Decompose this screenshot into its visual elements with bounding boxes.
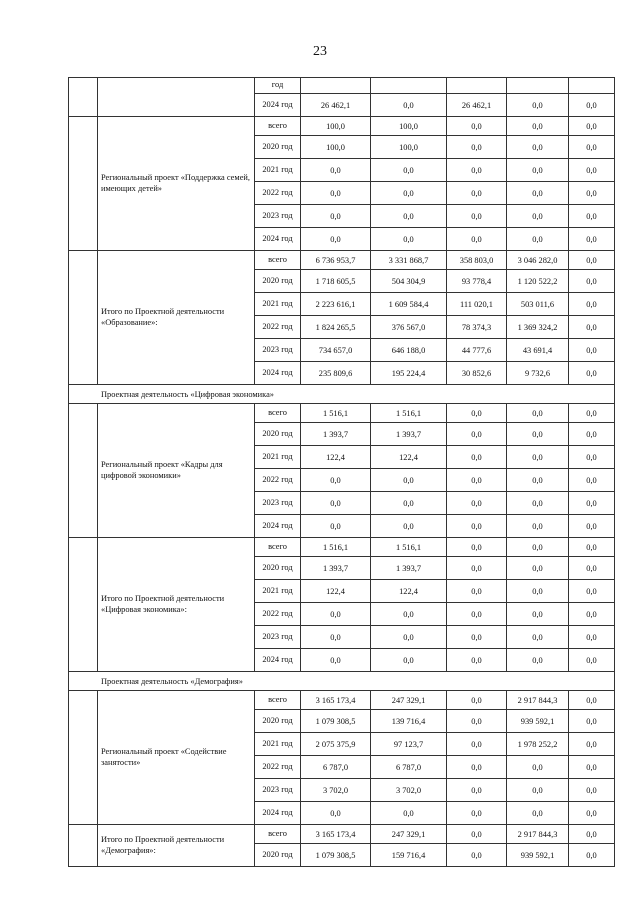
value-cell: 0,0 — [371, 159, 447, 182]
value-cell: 6 736 953,7 — [301, 251, 371, 270]
value-cell: 0,0 — [301, 228, 371, 251]
value-cell: 3 165 173,4 — [301, 825, 371, 844]
value-cell: 734 657,0 — [301, 339, 371, 362]
value-cell: 0,0 — [447, 423, 507, 446]
value-cell: 3 702,0 — [371, 779, 447, 802]
period-cell: 2024 год — [255, 94, 301, 117]
value-cell: 0,0 — [371, 182, 447, 205]
value-cell: 0,0 — [371, 205, 447, 228]
section-title: Проектная деятельность «Демография» — [69, 672, 615, 691]
value-cell: 503 011,6 — [507, 293, 569, 316]
value-cell: 0,0 — [447, 710, 507, 733]
value-cell: 0,0 — [569, 844, 615, 867]
period-cell: 2024 год — [255, 228, 301, 251]
period-cell: 2024 год — [255, 802, 301, 825]
number-cell — [69, 825, 98, 867]
section-row — [69, 385, 615, 404]
value-cell: 0,0 — [569, 492, 615, 515]
value-cell: 0,0 — [447, 228, 507, 251]
period-cell: 2022 год — [255, 756, 301, 779]
table-row — [69, 825, 615, 844]
value-cell: 0,0 — [447, 404, 507, 423]
value-cell: 0,0 — [447, 182, 507, 205]
period-cell: 2023 год — [255, 779, 301, 802]
period-cell: 2021 год — [255, 446, 301, 469]
value-cell: 30 852,6 — [447, 362, 507, 385]
value-cell: 1 516,1 — [371, 404, 447, 423]
value-cell: 0,0 — [301, 492, 371, 515]
value-cell: 0,0 — [301, 603, 371, 626]
value-cell: 0,0 — [447, 844, 507, 867]
value-cell: 0,0 — [507, 515, 569, 538]
value-cell: 0,0 — [507, 228, 569, 251]
project-name: Итого по Проектной деятельности «Демография»: — [98, 825, 255, 867]
value-cell: 122,4 — [301, 446, 371, 469]
value-cell: 1 718 605,5 — [301, 270, 371, 293]
period-cell: 2024 год — [255, 515, 301, 538]
value-cell: 1 609 584,4 — [371, 293, 447, 316]
value-cell: 0,0 — [569, 557, 615, 580]
value-cell: 0,0 — [507, 649, 569, 672]
value-cell: 0,0 — [569, 362, 615, 385]
period-cell: 2022 год — [255, 316, 301, 339]
value-cell: 235 809,6 — [301, 362, 371, 385]
value-cell: 0,0 — [371, 228, 447, 251]
period-cell: 2024 год — [255, 362, 301, 385]
value-cell: 0,0 — [569, 733, 615, 756]
value-cell: 0,0 — [507, 469, 569, 492]
value-cell: 0,0 — [569, 270, 615, 293]
value-cell: 0,0 — [569, 251, 615, 270]
name-cell — [98, 78, 255, 117]
period-cell: 2021 год — [255, 293, 301, 316]
number-cell — [69, 404, 98, 538]
value-cell: 247 329,1 — [371, 825, 447, 844]
value-cell: 1 516,1 — [371, 538, 447, 557]
value-cell: 100,0 — [301, 136, 371, 159]
value-cell: 0,0 — [507, 117, 569, 136]
value-cell: 0,0 — [447, 159, 507, 182]
value-cell: 0,0 — [447, 492, 507, 515]
value-cell: 0,0 — [569, 825, 615, 844]
period-cell: 2020 год — [255, 423, 301, 446]
section-row — [69, 672, 615, 691]
value-cell: 3 046 282,0 — [507, 251, 569, 270]
value-cell: 1 393,7 — [301, 423, 371, 446]
value-cell: 1 516,1 — [301, 538, 371, 557]
value-cell: 78 374,3 — [447, 316, 507, 339]
period-cell: 2020 год — [255, 557, 301, 580]
value-cell: 0,0 — [301, 649, 371, 672]
value-cell: 0,0 — [569, 538, 615, 557]
value-cell: 100,0 — [371, 117, 447, 136]
value-cell: 0,0 — [569, 626, 615, 649]
value-cell: 0,0 — [507, 404, 569, 423]
value-cell: 0,0 — [301, 182, 371, 205]
value-cell: 0,0 — [371, 649, 447, 672]
value-cell: 9 732,6 — [507, 362, 569, 385]
value-cell: 0,0 — [507, 423, 569, 446]
period-cell: 2023 год — [255, 205, 301, 228]
value-cell: 159 716,4 — [371, 844, 447, 867]
table-row — [69, 78, 615, 94]
number-cell — [69, 251, 98, 385]
period-cell: всего — [255, 404, 301, 423]
value-cell: 0,0 — [371, 603, 447, 626]
table-row — [69, 404, 615, 423]
value-cell: 0,0 — [569, 515, 615, 538]
value-cell: 0,0 — [569, 779, 615, 802]
value-cell: 0,0 — [507, 159, 569, 182]
value-cell: 0,0 — [447, 603, 507, 626]
period-cell: всего — [255, 117, 301, 136]
value-cell — [371, 78, 447, 94]
value-cell: 0,0 — [507, 446, 569, 469]
value-cell: 0,0 — [301, 159, 371, 182]
period-cell: 2021 год — [255, 733, 301, 756]
value-cell: 1 079 308,5 — [301, 710, 371, 733]
project-name: Региональный проект «Содействие занятости» — [98, 691, 255, 825]
period-cell: всего — [255, 825, 301, 844]
value-cell: 0,0 — [371, 94, 447, 117]
value-cell: 3 331 868,7 — [371, 251, 447, 270]
value-cell: 0,0 — [301, 515, 371, 538]
value-cell: 1 978 252,2 — [507, 733, 569, 756]
value-cell: 122,4 — [371, 446, 447, 469]
value-cell: 646 188,0 — [371, 339, 447, 362]
value-cell: 0,0 — [371, 492, 447, 515]
period-cell: год — [255, 78, 301, 94]
project-name: Итого по Проектной деятельности «Образование»: — [98, 251, 255, 385]
value-cell: 1 516,1 — [301, 404, 371, 423]
project-name: Итого по Проектной деятельности «Цифровая экономика»: — [98, 538, 255, 672]
value-cell: 0,0 — [447, 469, 507, 492]
value-cell: 0,0 — [447, 825, 507, 844]
value-cell: 0,0 — [569, 756, 615, 779]
value-cell — [447, 78, 507, 94]
value-cell: 6 787,0 — [371, 756, 447, 779]
value-cell: 0,0 — [447, 649, 507, 672]
value-cell: 939 592,1 — [507, 710, 569, 733]
value-cell: 0,0 — [569, 94, 615, 117]
value-cell: 0,0 — [507, 492, 569, 515]
value-cell: 0,0 — [447, 691, 507, 710]
value-cell: 0,0 — [507, 779, 569, 802]
value-cell: 0,0 — [569, 469, 615, 492]
period-cell: 2022 год — [255, 469, 301, 492]
value-cell: 43 691,4 — [507, 339, 569, 362]
value-cell: 0,0 — [507, 136, 569, 159]
value-cell: 0,0 — [447, 136, 507, 159]
value-cell: 1 369 324,2 — [507, 316, 569, 339]
value-cell: 0,0 — [507, 756, 569, 779]
value-cell: 0,0 — [569, 404, 615, 423]
value-cell: 100,0 — [371, 136, 447, 159]
value-cell: 0,0 — [301, 205, 371, 228]
period-cell: 2023 год — [255, 339, 301, 362]
project-name: Региональный проект «Кадры для цифровой экономики» — [98, 404, 255, 538]
value-cell: 0,0 — [569, 293, 615, 316]
project-name: Региональный проект «Поддержка семей, имеющих детей» — [98, 117, 255, 251]
number-cell — [69, 78, 98, 117]
value-cell: 0,0 — [301, 626, 371, 649]
value-cell — [507, 78, 569, 94]
value-cell: 1 120 522,2 — [507, 270, 569, 293]
period-cell: 2020 год — [255, 136, 301, 159]
value-cell: 0,0 — [569, 136, 615, 159]
table-row — [69, 117, 615, 136]
value-cell: 0,0 — [371, 469, 447, 492]
table-row — [69, 538, 615, 557]
value-cell: 0,0 — [301, 469, 371, 492]
number-cell — [69, 538, 98, 672]
value-cell: 2 223 616,1 — [301, 293, 371, 316]
value-cell: 0,0 — [569, 446, 615, 469]
value-cell: 1 393,7 — [301, 557, 371, 580]
value-cell: 0,0 — [447, 557, 507, 580]
value-cell: 0,0 — [569, 205, 615, 228]
period-cell: всего — [255, 251, 301, 270]
value-cell: 0,0 — [569, 691, 615, 710]
value-cell: 100,0 — [301, 117, 371, 136]
value-cell — [301, 78, 371, 94]
value-cell — [569, 78, 615, 94]
value-cell: 122,4 — [371, 580, 447, 603]
period-cell: 2022 год — [255, 603, 301, 626]
value-cell: 0,0 — [569, 603, 615, 626]
value-cell: 0,0 — [569, 423, 615, 446]
value-cell: 1 824 265,5 — [301, 316, 371, 339]
value-cell: 0,0 — [569, 802, 615, 825]
value-cell: 0,0 — [447, 733, 507, 756]
value-cell: 0,0 — [447, 446, 507, 469]
period-cell: 2023 год — [255, 492, 301, 515]
table-body — [69, 78, 615, 867]
value-cell: 0,0 — [507, 557, 569, 580]
value-cell: 0,0 — [507, 603, 569, 626]
page-number: 23 — [313, 44, 327, 59]
value-cell: 0,0 — [507, 182, 569, 205]
value-cell: 0,0 — [447, 117, 507, 136]
value-cell: 0,0 — [447, 580, 507, 603]
value-cell: 0,0 — [569, 339, 615, 362]
table-row — [69, 251, 615, 270]
value-cell: 0,0 — [569, 316, 615, 339]
value-cell: 0,0 — [569, 649, 615, 672]
value-cell: 0,0 — [447, 756, 507, 779]
value-cell: 0,0 — [447, 205, 507, 228]
period-cell: 2021 год — [255, 580, 301, 603]
value-cell: 0,0 — [371, 626, 447, 649]
period-cell: 2020 год — [255, 844, 301, 867]
period-cell: 2024 год — [255, 649, 301, 672]
value-cell: 139 716,4 — [371, 710, 447, 733]
value-cell: 93 778,4 — [447, 270, 507, 293]
value-cell: 26 462,1 — [301, 94, 371, 117]
budget-table — [68, 77, 615, 867]
value-cell: 3 702,0 — [301, 779, 371, 802]
value-cell: 2 917 844,3 — [507, 825, 569, 844]
value-cell: 0,0 — [507, 802, 569, 825]
value-cell: 0,0 — [569, 580, 615, 603]
number-cell — [69, 117, 98, 251]
value-cell: 0,0 — [507, 538, 569, 557]
value-cell: 0,0 — [371, 802, 447, 825]
section-title: Проектная деятельность «Цифровая экономика» — [69, 385, 615, 404]
value-cell: 1 079 308,5 — [301, 844, 371, 867]
period-cell: 2020 год — [255, 270, 301, 293]
value-cell: 358 803,0 — [447, 251, 507, 270]
table-row — [69, 691, 615, 710]
value-cell: 0,0 — [507, 94, 569, 117]
value-cell: 26 462,1 — [447, 94, 507, 117]
value-cell: 0,0 — [569, 117, 615, 136]
value-cell: 122,4 — [301, 580, 371, 603]
value-cell: 2 075 375,9 — [301, 733, 371, 756]
value-cell: 376 567,0 — [371, 316, 447, 339]
value-cell: 2 917 844,3 — [507, 691, 569, 710]
value-cell: 247 329,1 — [371, 691, 447, 710]
value-cell: 6 787,0 — [301, 756, 371, 779]
number-cell — [69, 691, 98, 825]
value-cell: 0,0 — [569, 710, 615, 733]
value-cell: 0,0 — [447, 626, 507, 649]
value-cell: 0,0 — [507, 580, 569, 603]
value-cell: 0,0 — [447, 779, 507, 802]
value-cell: 97 123,7 — [371, 733, 447, 756]
value-cell: 0,0 — [301, 802, 371, 825]
value-cell: 0,0 — [569, 182, 615, 205]
value-cell: 195 224,4 — [371, 362, 447, 385]
value-cell: 0,0 — [447, 802, 507, 825]
value-cell: 0,0 — [447, 538, 507, 557]
value-cell: 0,0 — [507, 205, 569, 228]
period-cell: 2020 год — [255, 710, 301, 733]
value-cell: 111 020,1 — [447, 293, 507, 316]
value-cell: 44 777,6 — [447, 339, 507, 362]
period-cell: всего — [255, 538, 301, 557]
value-cell: 1 393,7 — [371, 423, 447, 446]
period-cell: 2022 год — [255, 182, 301, 205]
period-cell: 2023 год — [255, 626, 301, 649]
value-cell: 0,0 — [447, 515, 507, 538]
period-cell: 2021 год — [255, 159, 301, 182]
period-cell: всего — [255, 691, 301, 710]
value-cell: 0,0 — [569, 159, 615, 182]
value-cell: 504 304,9 — [371, 270, 447, 293]
value-cell: 3 165 173,4 — [301, 691, 371, 710]
value-cell: 939 592,1 — [507, 844, 569, 867]
value-cell: 0,0 — [569, 228, 615, 251]
value-cell: 0,0 — [507, 626, 569, 649]
value-cell: 0,0 — [371, 515, 447, 538]
value-cell: 1 393,7 — [371, 557, 447, 580]
